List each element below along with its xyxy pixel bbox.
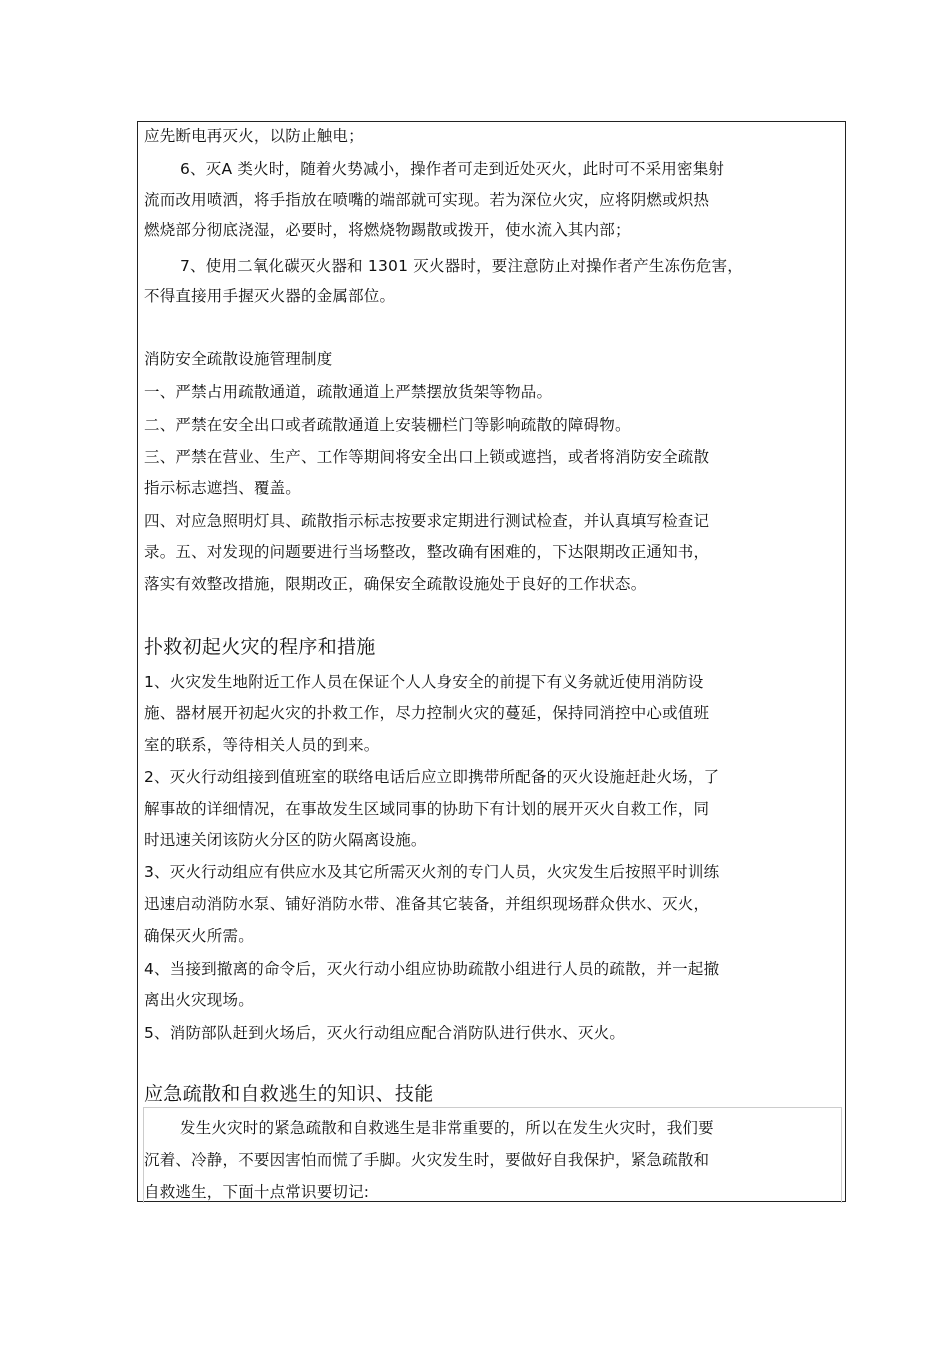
paragraph-line: 应先断电再灭火，以防止触电； bbox=[144, 127, 364, 145]
paragraph-line: 不得直接用手握灭火器的金属部位。 bbox=[144, 287, 396, 305]
section-title: 消防安全疏散设施管理制度 bbox=[144, 350, 333, 368]
rule-line: 一、严禁占用疏散通道，疏散通道上严禁摆放货架等物品。 bbox=[144, 383, 553, 401]
rule-line: 四、对应急照明灯具、疏散指示标志按要求定期进行测试检查，并认真填写检查记 bbox=[144, 512, 710, 530]
rule-line: 二、严禁在安全出口或者疏散通道上安装栅栏门等影响疏散的障碍物。 bbox=[144, 416, 631, 434]
procedure-line: 解事故的详细情况，在事故发生区域同事的协助下有计划的展开灭火自救工作，同 bbox=[144, 800, 710, 818]
procedure-line: 5、消防部队赶到火场后，灭火行动组应配合消防队进行供水、灭火。 bbox=[144, 1024, 626, 1042]
paragraph-line: 自救逃生，下面十点常识要切记: bbox=[144, 1183, 370, 1201]
rule-line: 指示标志遮挡、覆盖。 bbox=[144, 479, 302, 497]
procedure-line: 1、火灾发生地附近工作人员在保证个人人身安全的前提下有义务就近使用消防设 bbox=[144, 673, 704, 691]
procedure-line: 时迅速关闭该防火分区的防火隔离设施。 bbox=[144, 831, 427, 849]
document-frame bbox=[137, 121, 846, 1202]
paragraph-line: 沉着、冷静，不要因害怕而慌了手脚。火灾发生时，要做好自我保护，紧急疏散和 bbox=[144, 1151, 710, 1169]
paragraph-line: 流而改用喷洒，将手指放在喷嘴的端部就可实现。若为深位火灾，应将阴燃或炽热 bbox=[144, 191, 710, 209]
procedure-line: 3、灭火行动组应有供应水及其它所需灭火剂的专门人员，火灾发生后按照平时训练 bbox=[144, 863, 720, 881]
paragraph-line: 燃烧部分彻底浇湿，必要时，将燃烧物踢散或拨开，使水流入其内部； bbox=[144, 221, 631, 239]
procedure-line: 离出火灾现场。 bbox=[144, 991, 254, 1009]
rule-line: 三、严禁在营业、生产、工作等期间将安全出口上锁或遮挡，或者将消防安全疏散 bbox=[144, 448, 710, 466]
procedure-line: 迅速启动消防水泵、铺好消防水带、准备其它装备，并组织现场群众供水、灭火， bbox=[144, 895, 710, 913]
procedure-line: 确保灭火所需。 bbox=[144, 927, 254, 945]
section-heading: 扑救初起火灾的程序和措施 bbox=[144, 636, 376, 658]
rule-line: 录。五、对发现的问题要进行当场整改，整改确有困难的，下达限期改正通知书， bbox=[144, 543, 710, 561]
procedure-line: 室的联系，等待相关人员的到来。 bbox=[144, 736, 380, 754]
section-heading: 应急疏散和自救逃生的知识、技能 bbox=[144, 1083, 434, 1105]
rule-line: 落实有效整改措施，限期改正，确保安全疏散设施处于良好的工作状态。 bbox=[144, 575, 647, 593]
procedure-line: 施、器材展开初起火灾的扑救工作，尽力控制火灾的蔓延，保持同消控中心或值班 bbox=[144, 704, 710, 722]
procedure-line: 4、当接到撤离的命令后，灭火行动小组应协助疏散小组进行人员的疏散，并一起撤 bbox=[144, 960, 720, 978]
paragraph-line: 发生火灾时的紧急疏散和自救逃生是非常重要的，所以在发生火灾时，我们要 bbox=[180, 1119, 714, 1137]
self-rescue-box bbox=[143, 1107, 842, 1203]
paragraph-line: 6、灭A 类火时，随着火势减小，操作者可走到近处灭火，此时可不采用密集射 bbox=[180, 160, 725, 178]
procedure-line: 2、灭火行动组接到值班室的联络电话后应立即携带所配备的灭火设施赶赴火场，了 bbox=[144, 768, 720, 786]
paragraph-line: 7、使用二氧化碳灭火器和 1301 灭火器时，要注意防止对操作者产生冻伤危害， bbox=[180, 257, 743, 275]
